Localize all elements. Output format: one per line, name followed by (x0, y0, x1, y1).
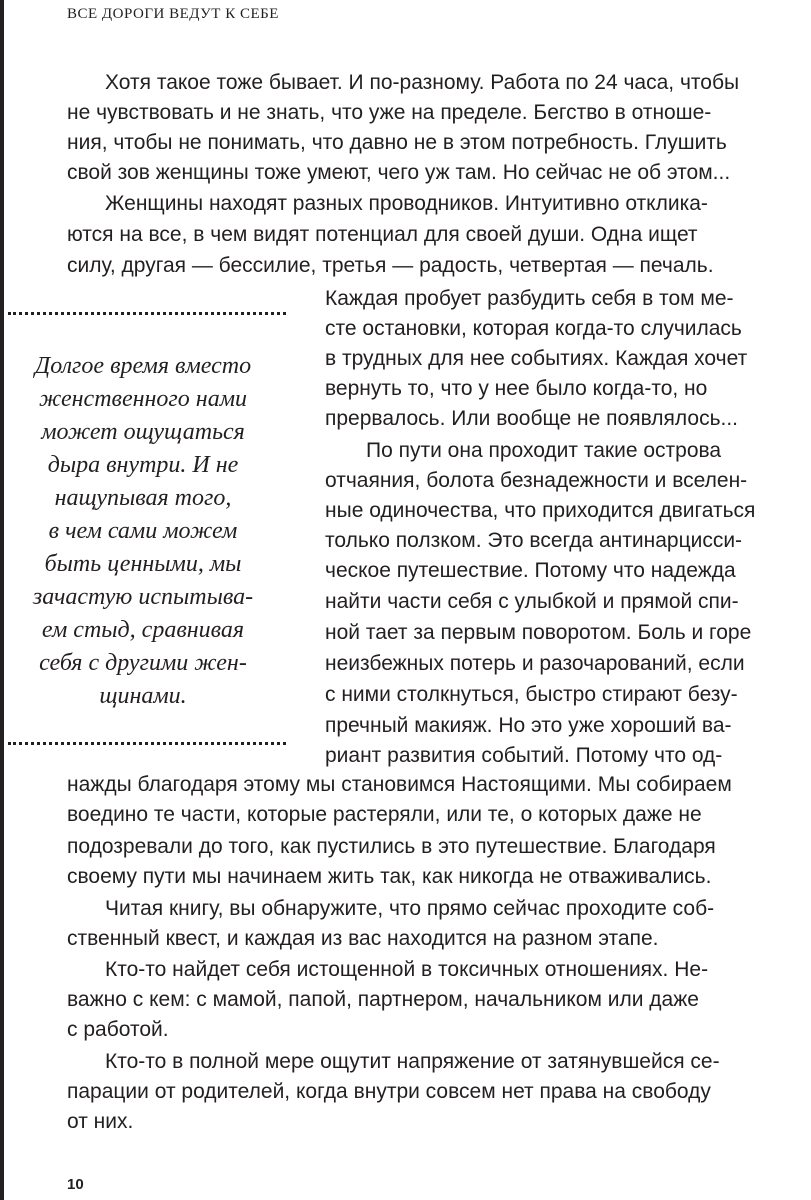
pullquote-bottom-divider (8, 742, 286, 745)
body-line: нажды благодаря этому мы становимся Настоящими. Мы собираем (67, 773, 732, 796)
body-line: только ползком. Это всегда антинарцисси- (325, 529, 743, 552)
pullquote-line: ем стыд, сравнивая (41, 617, 245, 643)
pullquote-line: в чем сами можем (48, 518, 238, 544)
body-line: силу, другая — бессилие, третья — радость, четвертая — печаль. (67, 254, 714, 277)
body-line: пречный макияж. Но это уже хороший ва- (325, 714, 732, 737)
body-line: с работой. (67, 1018, 169, 1041)
running-head: ВСЕ ДОРОГИ ВЕДУТ К СЕБЕ (67, 6, 279, 22)
body-line: Женщины находят разных проводников. Интуитивно отклика- (105, 192, 708, 215)
body-line: в трудных для нее событиях. Каждая хочет (325, 347, 748, 370)
body-line: Каждая пробует разбудить себя в том ме- (325, 287, 734, 310)
body-line: воедино те части, которые растеряли, или те, о которых даже не (67, 803, 702, 826)
body-line: По пути она проходит такие острова (366, 439, 722, 462)
body-line: с ними столкнуться, быстро стирают безу- (325, 683, 738, 706)
body-line: ные одиночества, что приходится двигаться (325, 499, 756, 522)
body-line: Кто-то найдет себя истощенной в токсичных отношениях. Не- (105, 958, 709, 981)
body-line: сте остановки, которая когда-то случилась (325, 317, 742, 340)
body-line: парации от родителей, когда внутри совсем нет права на свободу (67, 1080, 711, 1103)
body-line: важно с кем: с мамой, папой, партнером, начальником или даже (67, 988, 699, 1011)
body-line: Читая книгу, вы обнаружите, что прямо сейчас проходите соб- (105, 897, 715, 920)
pullquote-line: быть ценными, мы (44, 551, 242, 577)
body-line: найти части себя с улыбкой и прямой спи- (325, 590, 739, 613)
body-line: ческое путешествие. Потому что надежда (325, 559, 736, 582)
body-line: своему пути мы начинаем жить так, как никогда не отваживались. (67, 865, 712, 888)
body-line: ются на все, в чем видят потенциал для своей души. Одна ищет (67, 223, 698, 246)
body-line: подозревали до того, как пустились в это путешествие. Благодаря (67, 835, 716, 858)
pullquote-top-divider (8, 312, 286, 315)
body-line: свой зов женщины тоже умеют, чего уж там. Но сейчас не об этом... (67, 161, 731, 184)
body-line: Кто-то в полной мере ощутит напряжение от затянувшейся се- (105, 1050, 720, 1073)
body-line: прервалось. Или вообще не появлялось... (325, 407, 739, 430)
pullquote-line: себя с другими жен- (39, 650, 247, 676)
body-line: от них. (67, 1110, 134, 1133)
body-line: ной тает за первым поворотом. Боль и горе (325, 621, 752, 644)
body-line: Хотя такое тоже бывает. И по-разному. Работа по 24 часа, чтобы (105, 71, 740, 94)
body-line: ственный квест, и каждая из вас находится на разном этапе. (67, 927, 659, 950)
body-line: ния, чтобы не понимать, что давно не в этом потребность. Глушить (67, 131, 727, 154)
pullquote-line: щинами. (99, 683, 187, 709)
pullquote-line: зачастую испытыва- (32, 584, 254, 610)
body-line: не чувствовать и не знать, что уже на пределе. Бегство в отноше- (67, 101, 712, 124)
body-line: неизбежных потерь и разочарований, если (325, 652, 745, 675)
pullquote-line: дыра внутри. И не (47, 452, 239, 478)
pullquote-line: женственного нами (38, 386, 248, 412)
pullquote-line: Долгое время вместо (34, 353, 252, 379)
body-line: отчаяния, болота безнадежности и вселен- (325, 469, 748, 492)
pullquote-line: нащупывая того, (54, 485, 232, 511)
body-line: риант развития событий. Потому что од- (325, 744, 723, 767)
page-number: 10 (67, 1176, 84, 1193)
pullquote-line: может ощущаться (41, 419, 245, 445)
body-line: вернуть то, что у нее было когда-то, но (325, 377, 708, 400)
